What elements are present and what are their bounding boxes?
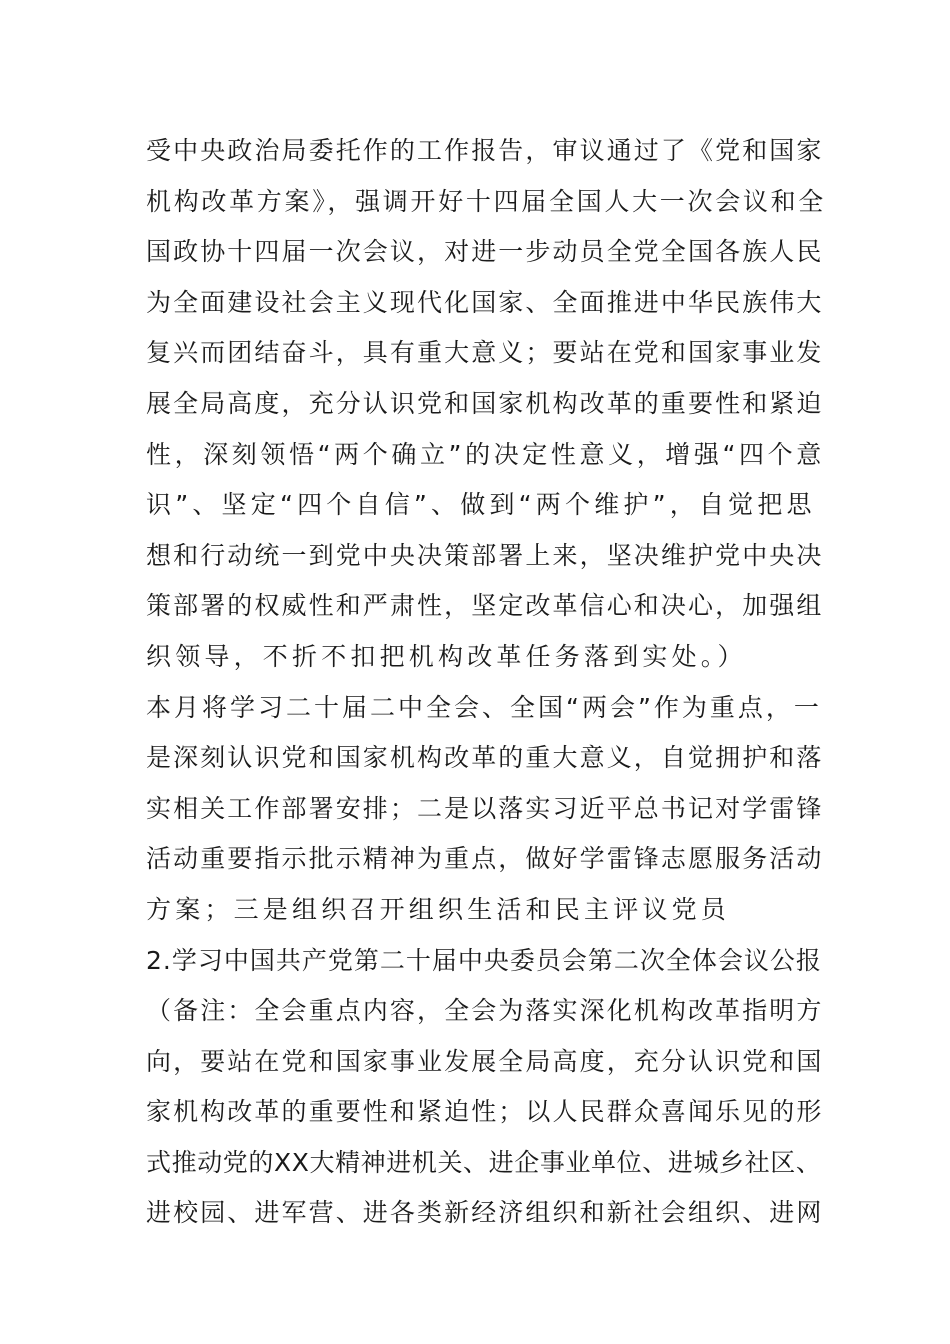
- text-line: 式推动党的XX大精神进机关、进企事业单位、进城乡社区、: [146, 1147, 822, 1177]
- text-line: 实相关工作部署安排；二是以落实习近平总书记对学雷锋: [146, 793, 824, 823]
- text-line: 识”、坚定“四个自信”、做到“两个维护”，自觉把思: [146, 490, 816, 520]
- body-text: [146, 126, 826, 1239]
- text-line: 向，要站在党和国家事业发展全局高度，充分认识党和国: [146, 1046, 824, 1076]
- text-line: 复兴而团结奋斗，具有重大意义；要站在党和国家事业发: [146, 338, 824, 368]
- text-line: 性，深刻领悟“两个确立”的决定性意义，增强“四个意: [146, 439, 825, 469]
- text-line: 本月将学习二十届二中全会、全国“两会”作为重点，一: [146, 692, 822, 722]
- section-heading: 2.学习中国共产党第二十届中央委员会第二次全体会议公报: [146, 945, 822, 975]
- text-line: 为全面建设社会主义现代化国家、全面推进中华民族伟大: [146, 287, 824, 317]
- text-line: 受中央政治局委托作的工作报告，审议通过了《党和国家: [146, 136, 824, 165]
- text-line: 想和行动统一到党中央决策部署上来，坚决维护党中央决: [146, 540, 824, 570]
- text-line: 国政协十四届一次会议，对进一步动员全党全国各族人民: [146, 237, 824, 267]
- text-line: 机构改革方案》，强调开好十四届全国人大一次会议和全: [146, 186, 827, 216]
- text-line: 织领导，不折不扣把机构改革任务落到实处。）: [146, 641, 747, 671]
- text-line: 是深刻认识党和国家机构改革的重大意义，自觉拥护和落: [146, 743, 824, 773]
- text-line: 展全局高度，充分认识党和国家机构改革的重要性和紧迫: [146, 388, 824, 418]
- text-line: 策部署的权威性和严肃性，坚定改革信心和决心，加强组: [146, 591, 824, 621]
- text-line: 进校园、进军营、进各类新经济组织和新社会组织、进网: [146, 1198, 824, 1228]
- text-line: 方案；三是组织召开组织生活和民主评议党员: [146, 894, 731, 924]
- text-line: 活动重要指示批示精神为重点，做好学雷锋志愿服务活动: [146, 844, 824, 874]
- text-line: 家机构改革的重要性和紧迫性；以人民群众喜闻乐见的形: [146, 1097, 824, 1127]
- text-line: （备注：全会重点内容，全会为落实深化机构改革指明方: [146, 996, 824, 1026]
